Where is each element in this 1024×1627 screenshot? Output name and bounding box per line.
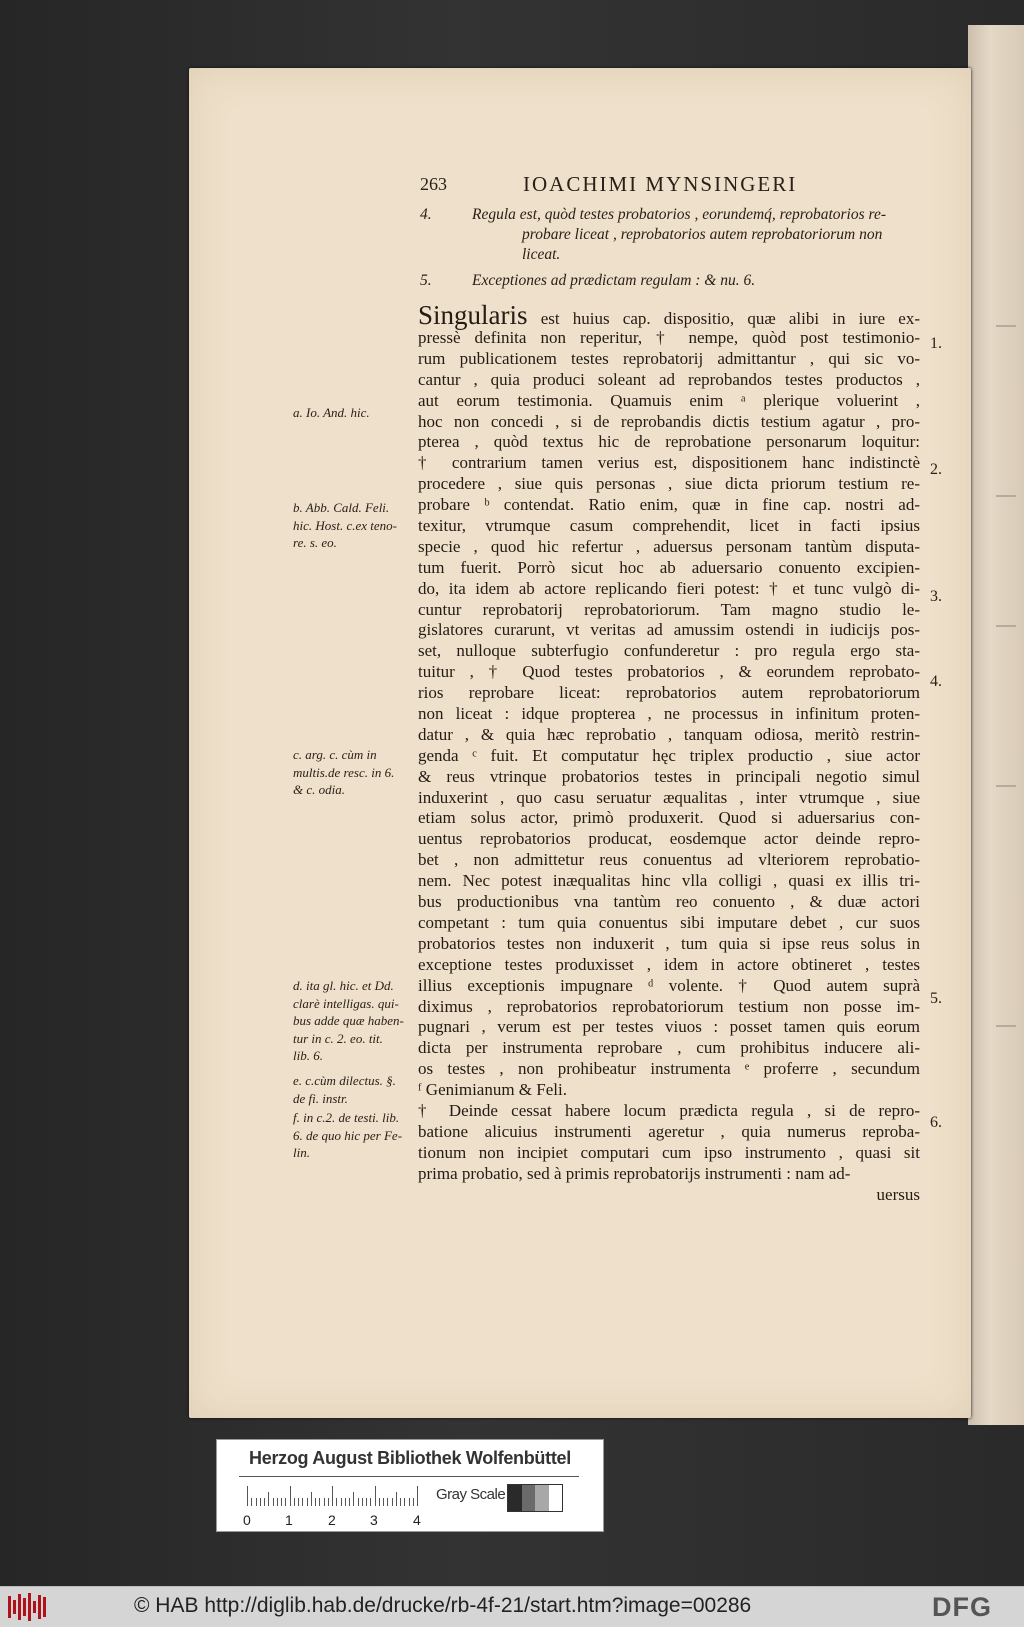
text-line: cantur , quia produci soleant ad reprobandos testes productos , bbox=[418, 369, 920, 389]
text-line: procedere , siue quis personas , siue dicta priorum testium re- bbox=[418, 474, 920, 494]
margin-note bbox=[293, 746, 415, 799]
note-line: bus adde quæ haben- bbox=[293, 1013, 404, 1028]
text-line: etiam solus actor, primò produxerit. Quod si aduersarius con- bbox=[418, 808, 920, 828]
ruler-tick bbox=[315, 1498, 316, 1506]
text-line: competant : tum quia conuentus sibi imputare debet , cur suos bbox=[418, 912, 920, 932]
gray-swatch bbox=[535, 1485, 549, 1511]
ruler-tick bbox=[268, 1492, 269, 1506]
first-line-rest: est huius cap. dispositio, quæ alibi in iure ex- bbox=[527, 309, 920, 328]
logo-bar bbox=[33, 1601, 36, 1613]
ruler-tick bbox=[404, 1498, 405, 1506]
logo-bar bbox=[28, 1593, 31, 1621]
text-line: hoc non concedi , si de reprobandis dictis testium agatur , pro- bbox=[418, 411, 920, 431]
first-text-line bbox=[418, 302, 920, 328]
page-header bbox=[420, 172, 930, 202]
ruler-number: 3 bbox=[370, 1512, 378, 1528]
library-label-card bbox=[216, 1439, 604, 1532]
gray-swatch bbox=[549, 1485, 563, 1511]
paragraph-number: 3. bbox=[930, 588, 942, 605]
summary-number: 4. bbox=[420, 206, 432, 223]
initial-word: Singularis bbox=[418, 300, 528, 330]
ruler-tick bbox=[400, 1498, 401, 1506]
library-name: Herzog August Bibliothek Wolfenbüttel bbox=[249, 1448, 571, 1468]
text-line: dicta per instrumenta reprobare , cum prohibitus inducere ali- bbox=[418, 1038, 920, 1058]
ghost-mark bbox=[996, 1025, 1016, 1027]
summary-line: liceat. bbox=[522, 246, 561, 263]
ghost-mark bbox=[996, 495, 1016, 497]
gray-swatch bbox=[522, 1485, 536, 1511]
text-line: bus productionibus vna tantùm reo conuento , & duæ actori bbox=[418, 892, 920, 912]
ruler-tick bbox=[264, 1498, 265, 1506]
note-line: multis.de resc. in 6. bbox=[293, 764, 395, 780]
text-line: texitur, vtrumque casum comprehendit, licet in facti ipsius bbox=[418, 516, 920, 536]
text-line: set, nulloque subterfugio confunderetur : pro regula ergo sta- bbox=[418, 641, 920, 661]
note-line: a. Io. And. hic. bbox=[293, 405, 370, 420]
ruler-tick bbox=[396, 1492, 397, 1506]
ruler-tick bbox=[273, 1498, 274, 1506]
text-line: ᶠ Genimianum & Feli. bbox=[418, 1080, 567, 1100]
ruler-tick bbox=[341, 1498, 342, 1506]
text-line: exceptione testes produxisset , idem in actore obtineret , testes bbox=[418, 954, 920, 974]
summary-item bbox=[420, 205, 925, 265]
ruler-tick bbox=[298, 1498, 299, 1506]
note-line: 6. de quo hic per Fe- bbox=[293, 1127, 403, 1143]
logo-bar bbox=[8, 1596, 11, 1618]
ruler-tick bbox=[358, 1498, 359, 1506]
gray-scale-label: Gray Scale bbox=[436, 1486, 506, 1503]
ruler-tick bbox=[307, 1498, 308, 1506]
text-line: datur , & quia hæc reprobatio , tanquam odiosa, meritò restrin- bbox=[418, 724, 920, 744]
ruler-number: 2 bbox=[328, 1512, 336, 1528]
text-line: specie , quod hic refertur , aduersus personam tantùm disputa- bbox=[418, 536, 920, 556]
ghost-mark bbox=[996, 325, 1016, 327]
ruler-tick bbox=[379, 1498, 380, 1506]
note-line: d. ita gl. hic. et Dd. bbox=[293, 978, 394, 993]
ruler-tick bbox=[294, 1498, 295, 1506]
text-line: uersus bbox=[876, 1184, 920, 1204]
text-line: rios reprobare liceat: reprobatorios autem reprobatoriorum bbox=[418, 683, 920, 703]
logo-bar bbox=[43, 1597, 46, 1617]
ruler-tick bbox=[392, 1498, 393, 1506]
ruler-tick bbox=[349, 1498, 350, 1506]
note-line: b. Abb. Cald. Feli. bbox=[293, 500, 390, 515]
gray-scale-swatch bbox=[507, 1484, 563, 1512]
hab-logo-icon[interactable] bbox=[8, 1593, 46, 1621]
adjacent-page-edge bbox=[968, 25, 1024, 1425]
ruler-number: 0 bbox=[243, 1512, 251, 1528]
ruler-tick bbox=[383, 1498, 384, 1506]
ruler-tick bbox=[302, 1498, 303, 1506]
note-line: c. arg. c. cùm in bbox=[293, 747, 377, 762]
text-line: cuntur reprobatorij reprobatoriorum. Tam magno studio le- bbox=[418, 599, 920, 619]
text-line: pterea , quòd textus hic de reprobatione personarum loquitur: bbox=[418, 432, 920, 452]
note-line: clarè intelligas. qui- bbox=[293, 995, 399, 1011]
ruler-tick bbox=[290, 1486, 291, 1506]
ruler-tick bbox=[285, 1498, 286, 1506]
margin-note bbox=[293, 404, 415, 422]
ruler-tick bbox=[311, 1492, 312, 1506]
margin-note bbox=[293, 1109, 415, 1162]
text-line: aut eorum testimonia. Quamuis enim ᵃ plerique voluerint , bbox=[418, 390, 920, 410]
ruler-tick bbox=[370, 1498, 371, 1506]
text-line: tuitur , † Quod testes probatorios , & eorundem reprobato- bbox=[418, 662, 920, 682]
logo-bar bbox=[38, 1595, 41, 1619]
text-line: gislatores curarunt, vt veritas ad amussim ostendi in iudicijs pos- bbox=[418, 620, 920, 640]
text-line: & reus vtrinque probatorios testes in principali negotio simul bbox=[418, 766, 920, 786]
note-line: de fi. instr. bbox=[293, 1090, 348, 1106]
paragraph-number: 6. bbox=[930, 1114, 942, 1131]
running-title: IOACHIMI MYNSINGERI bbox=[523, 172, 798, 196]
text-line: tum fuerit. Porrò sicut hoc ab aduersario conuento excipien- bbox=[418, 557, 920, 577]
copyright-url[interactable]: © HAB http://diglib.hab.de/drucke/rb-4f-21/start.htm?image=00286 bbox=[134, 1594, 752, 1617]
note-line: lin. bbox=[293, 1145, 310, 1160]
ruler-tick bbox=[260, 1498, 261, 1506]
ruler-tick bbox=[336, 1498, 337, 1506]
main-text bbox=[418, 302, 920, 1205]
summary-line: Regula est, quòd testes probatorios , eorundemq́, reprobatorios re- bbox=[472, 206, 887, 223]
logo-bar bbox=[18, 1594, 21, 1620]
logo-bar bbox=[23, 1598, 26, 1616]
gray-swatch bbox=[508, 1485, 522, 1511]
measurement-ruler bbox=[247, 1484, 417, 1506]
paragraph-number: 2. bbox=[930, 461, 942, 478]
ruler-tick bbox=[251, 1498, 252, 1506]
ruler-tick bbox=[345, 1498, 346, 1506]
chapter-summary bbox=[420, 205, 925, 295]
note-line: e. c.cùm dilectus. §. bbox=[293, 1073, 396, 1088]
note-line: & c. odia. bbox=[293, 782, 345, 797]
paragraph-number: 5. bbox=[930, 990, 942, 1007]
summary-line: probare liceat , reprobatorios autem reprobatoriorum non bbox=[522, 226, 883, 243]
text-line: rum publicationem testes reprobatorij admittantur , qui sic vo- bbox=[418, 348, 920, 368]
text-line: non liceat : idque propterea , ne processus in infinitum proten- bbox=[418, 704, 920, 724]
text-line: bet , non admittetur reus conuentus ad vlteriorem reprobatio- bbox=[418, 850, 920, 870]
ruler-tick bbox=[247, 1486, 248, 1506]
text-line: † contrarium tamen verius est, dispositionem hanc indistinctè bbox=[418, 453, 920, 473]
ruler-tick bbox=[387, 1498, 388, 1506]
text-line: nem. Nec potest inæqualitas hinc vlla colligi , quasi ex illis tri- bbox=[418, 871, 920, 891]
text-line: induxerint , quo casu seruatur æqualitas , inter vtrumque , siue bbox=[418, 787, 920, 807]
text-line: pressè definita non reperitur, † nempe, quòd post testimonio- bbox=[418, 328, 920, 347]
text-line: pugnari , verum est per testes viuos : posset tamen quis eorum bbox=[418, 1017, 920, 1037]
margin-note bbox=[293, 1072, 415, 1107]
text-line: probare ᵇ contendat. Ratio enim, quæ in fine cap. nostri ad- bbox=[418, 495, 920, 515]
margin-note bbox=[293, 499, 415, 552]
text-line: genda ᶜ fuit. Et computatur hęc triplex productio , siue actor bbox=[418, 745, 920, 765]
note-line: hic. Host. c.ex teno- bbox=[293, 517, 397, 533]
dfg-logo[interactable]: DFG bbox=[932, 1592, 992, 1622]
ruler-tick bbox=[277, 1498, 278, 1506]
text-line: probatorios testes non induxerit , tum quia si ipse reus solus in bbox=[418, 933, 920, 953]
ruler-tick bbox=[332, 1486, 333, 1506]
paragraph-number: 4. bbox=[930, 673, 942, 690]
ruler-tick bbox=[375, 1486, 376, 1506]
summary-line: Exceptiones ad prædictam regulam : & nu. 6. bbox=[472, 272, 756, 289]
text-line: batione alicuius instrumenti ageretur , quia numerus reproba- bbox=[418, 1121, 920, 1141]
note-line: lib. 6. bbox=[293, 1048, 323, 1063]
ruler-number: 4 bbox=[413, 1512, 421, 1528]
text-line: prima probatio, sed à primis reprobatorijs instrumenti : nam ad- bbox=[418, 1163, 851, 1183]
logo-bar bbox=[13, 1600, 16, 1614]
text-line: diximus , reprobatorios reprobatoriorum testium non posse im- bbox=[418, 996, 920, 1016]
text-line: uentus reprobatorios producat, eosdemque actor deinde repro- bbox=[418, 829, 920, 849]
ruler-tick bbox=[324, 1498, 325, 1506]
text-line: illius exceptionis impugnare ᵈ volente. † Quod autem suprà bbox=[418, 975, 920, 995]
ruler-tick bbox=[353, 1492, 354, 1506]
ruler-tick bbox=[366, 1498, 367, 1506]
note-line: tur in c. 2. eo. tit. bbox=[293, 1030, 383, 1046]
text-line: tionum non incipiet computari cum ipso instrumento , quasi sit bbox=[418, 1142, 920, 1162]
ghost-mark bbox=[996, 785, 1016, 787]
note-line: re. s. eo. bbox=[293, 535, 337, 550]
paragraph-number: 1. bbox=[930, 335, 942, 352]
ruler-tick bbox=[413, 1498, 414, 1506]
viewer-footer bbox=[0, 1586, 1024, 1627]
ruler-tick bbox=[256, 1498, 257, 1506]
ruler-tick bbox=[281, 1498, 282, 1506]
summary-item bbox=[420, 271, 925, 291]
summary-number: 5. bbox=[420, 272, 432, 289]
margin-note bbox=[293, 977, 415, 1065]
ruler-tick bbox=[409, 1498, 410, 1506]
page-number: 263 bbox=[420, 174, 447, 194]
ruler-tick bbox=[328, 1498, 329, 1506]
divider bbox=[239, 1476, 579, 1477]
ruler-tick bbox=[417, 1486, 418, 1506]
ghost-mark bbox=[996, 625, 1016, 627]
ruler-number: 1 bbox=[285, 1512, 293, 1528]
ruler-tick bbox=[362, 1498, 363, 1506]
text-line: † Deinde cessat habere locum prædicta regula , si de repro- bbox=[418, 1100, 920, 1120]
text-line: do, ita idem ab actore replicando fieri potest: † et tunc vulgò di- bbox=[418, 578, 920, 598]
ruler-tick bbox=[319, 1498, 320, 1506]
text-line: os testes , non prohibeatur instrumenta ᵉ proferre , secundum bbox=[418, 1059, 920, 1079]
note-line: f. in c.2. de testi. lib. bbox=[293, 1110, 400, 1125]
